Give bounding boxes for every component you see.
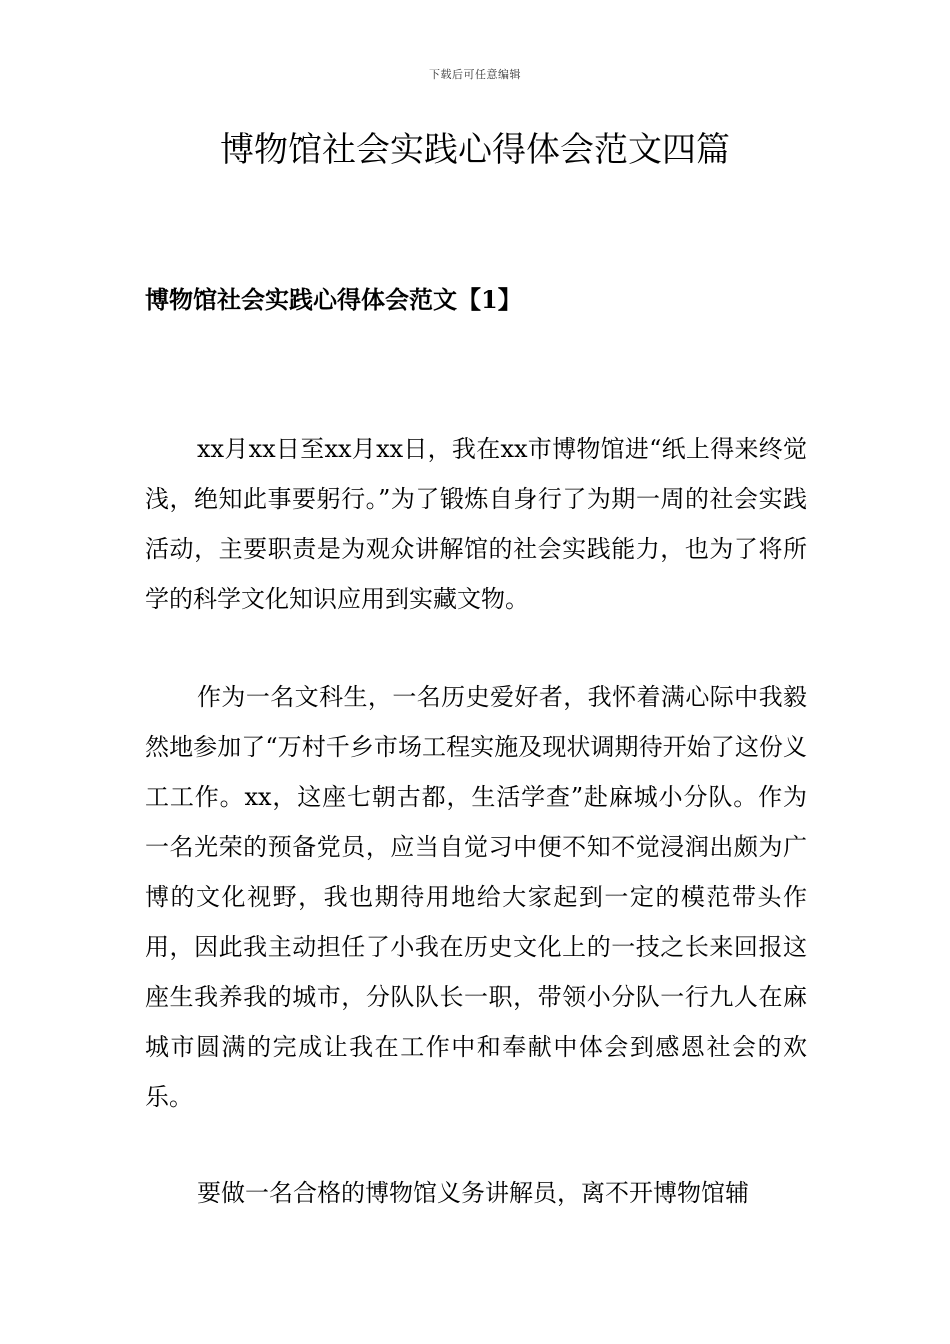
body-paragraph-3: 要做一名合格的博物馆义务讲解员，离不开博物馆辅 [197,1179,749,1207]
header-note: 下载后可任意编辑 [429,68,521,81]
section-heading: 博物馆社会实践心得体会范文【1】 [145,285,522,314]
body-paragraph-1: xx月xx日至xx月xx日，我在xx市博物馆进“纸上得来终觉浅，绝知此事要躬行。”为了锻炼自身行了为期一周的社会实践活动，主要职责是为观众讲解馆的社会实践能力，也为了将所学的科学文化知识应用到实藏文物。 [145,435,807,613]
document-title: 博物馆社会实践心得体会范文四篇 [220,130,730,170]
body-paragraph-2: 作为一名文科生，一名历史爱好者，我怀着满心际中我毅然地参加了“万村千乡市场工程实施及现状调期待开始了这份义工工作。xx，这座七朝古都，生活学查”赴麻城小分队。作为一名光荣的预备党员，应当自觉习中便不知不觉浸润出颇为广博的文化视野，我也期待用地给大家起到一定的模范带头作用，因此我主动担任了小我在历史文化上的一技之长来回报这座生我养我的城市，分队队长一职，带领小分队一行九人在麻城市圆满的完成让我在工作中和奉献中体会到感恩社会的欢乐。 [145,683,807,1111]
